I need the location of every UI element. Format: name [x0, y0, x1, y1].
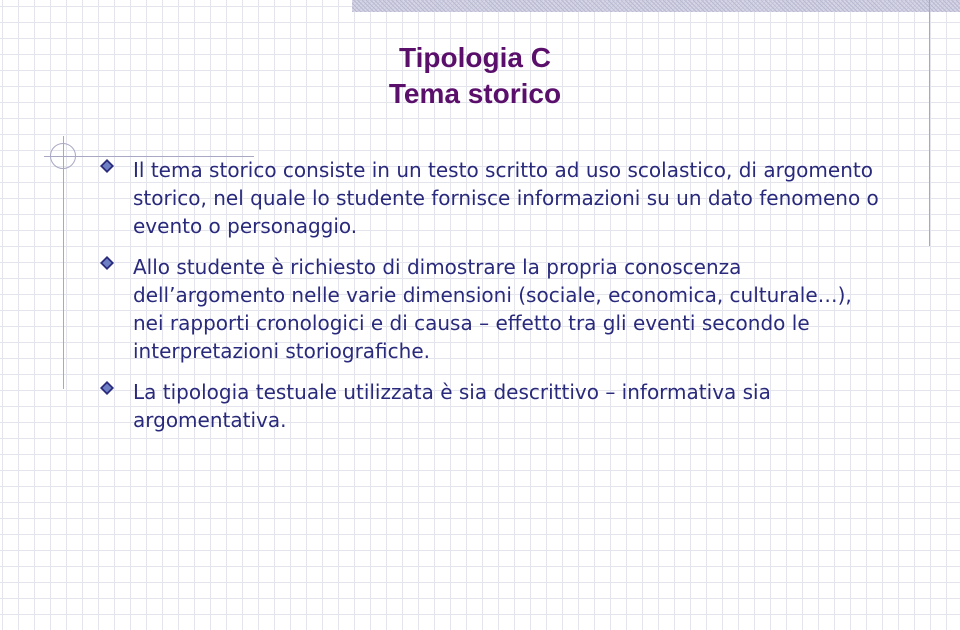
slide-title — [340, 40, 610, 112]
decorative-left-line — [63, 136, 64, 389]
diamond-bullet-icon — [100, 256, 114, 270]
diamond-bullet-icon — [100, 381, 114, 395]
bullet-text: Allo studente è richiesto di dimostrare la propria conoscenza dell’argomento nelle varie dimensioni (sociale, economica, culturale…), nei rapporti cronologici e di causa – effetto tra gli eventi secondo le interpretazioni storiografiche. — [133, 255, 852, 363]
bullet-item — [100, 253, 880, 365]
title-line-1: Tipologia C — [399, 42, 551, 73]
bullet-text: La tipologia testuale utilizzata è sia descrittivo – informativa sia argomentativa. — [133, 380, 771, 432]
bullet-item — [100, 156, 880, 240]
bullet-list — [100, 156, 880, 447]
decorative-top-band — [352, 0, 960, 12]
bullet-item — [100, 378, 880, 434]
bullet-text: Il tema storico consiste in un testo scritto ad uso scolastico, di argomento storico, nel quale lo studente fornisce informazioni su un dato fenomeno o evento o personaggio. — [133, 158, 879, 238]
decorative-circle — [50, 143, 76, 169]
title-line-2: Tema storico — [388, 78, 562, 109]
diamond-bullet-icon — [100, 159, 114, 173]
decorative-right-line — [929, 0, 930, 246]
